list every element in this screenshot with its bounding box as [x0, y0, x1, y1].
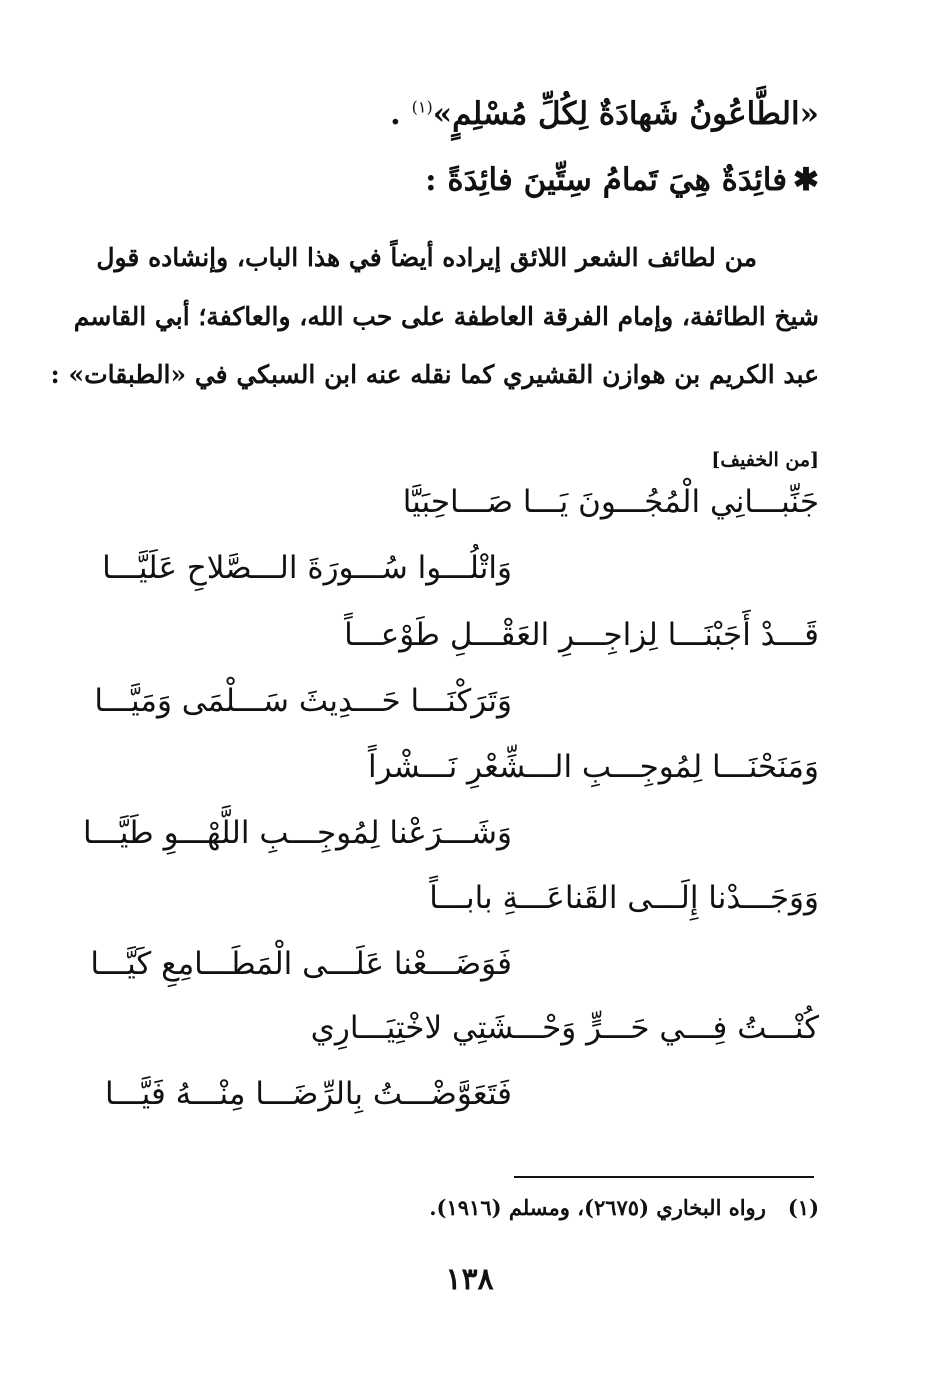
- verse-1-second-hemistich: وَاتْلُـــوا سُـــورَةَ الـــصَّلاحِ عَلَيَّـــا: [102, 550, 512, 586]
- verse-4-first-hemistich: وَوَجَـــدْنا إِلَـــى القَناعَـــةِ بابـــاً: [429, 880, 819, 916]
- footnote-ref: (١): [411, 97, 433, 117]
- verse-5-second-hemistich: فَتَعَوَّضْـــتُ بِالرِّضَـــا مِنْـــهُ فَيَّـــا: [104, 1076, 512, 1112]
- verse-3-first-hemistich: وَمَنَحْنَـــا لِمُوجِـــبِ الـــشِّعْرِ نَـــشْراً: [367, 749, 819, 785]
- paragraph-line-2: شيخ الطائفة، وإمام الفرقة العاطفة على حب الله، والعاكفة؛ أبي القاسم: [73, 302, 819, 331]
- verse-1-first-hemistich: جَنِّبـــانِي الْمُجُـــونَ يَـــا صَـــاحِبَيَّا: [402, 484, 819, 520]
- page-number: ١٣٨: [445, 1262, 494, 1297]
- footnote: [429, 1195, 819, 1220]
- footnote-text: رواه البخاري (٢٦٧٥)، ومسلم (١٩١٦).: [429, 1195, 766, 1220]
- asterisk-icon: ✱: [793, 162, 819, 198]
- hadith-quote: [390, 96, 819, 132]
- benefit-heading: [425, 162, 819, 198]
- hadith-end-dot: .: [390, 96, 401, 132]
- verse-2-second-hemistich: وَتَرَكْنَـــا حَـــدِيثَ سَـــلْمَى وَمَيَّـــا: [94, 683, 512, 719]
- hadith-text: «الطَّاعُونُ شَهادَةٌ لِكُلِّ مُسْلِمٍ»: [432, 96, 819, 132]
- benefit-heading-text: فائِدَةٌ هِيَ تَمامُ سِتِّينَ فائِدَةً :: [425, 162, 788, 198]
- paragraph-line-3: عبد الكريم بن هوازن القشيري كما نقله عنه ابن السبكي في «الطبقات» :: [50, 360, 819, 389]
- verse-2-first-hemistich: قَـــدْ أَجَبْنَـــا لِزاجِـــرِ العَقْـــلِ طَوْعـــاً: [344, 617, 819, 653]
- footnote-number: (١): [787, 1195, 819, 1220]
- verse-3-second-hemistich: وَشَـــرَعْنا لِمُوجِـــبِ اللَّهْـــوِ طَيَّـــا: [83, 815, 512, 851]
- footnote-separator: [514, 1176, 814, 1178]
- verse-4-second-hemistich: فَوَضَـــعْنا عَلَـــى الْمَطَـــامِعِ كَيَّـــا: [90, 946, 512, 982]
- verse-5-first-hemistich: كُنْـــتُ فِـــي حَـــرٍّ وَحْـــشَتِي لاخْتِيَـــارِي: [310, 1010, 819, 1046]
- poem-meter-label: [من الخفيف]: [711, 449, 819, 471]
- paragraph-line-1: من لطائف الشعر اللائق إيراده أيضاً في هذا الباب، وإنشاده قول: [96, 243, 757, 272]
